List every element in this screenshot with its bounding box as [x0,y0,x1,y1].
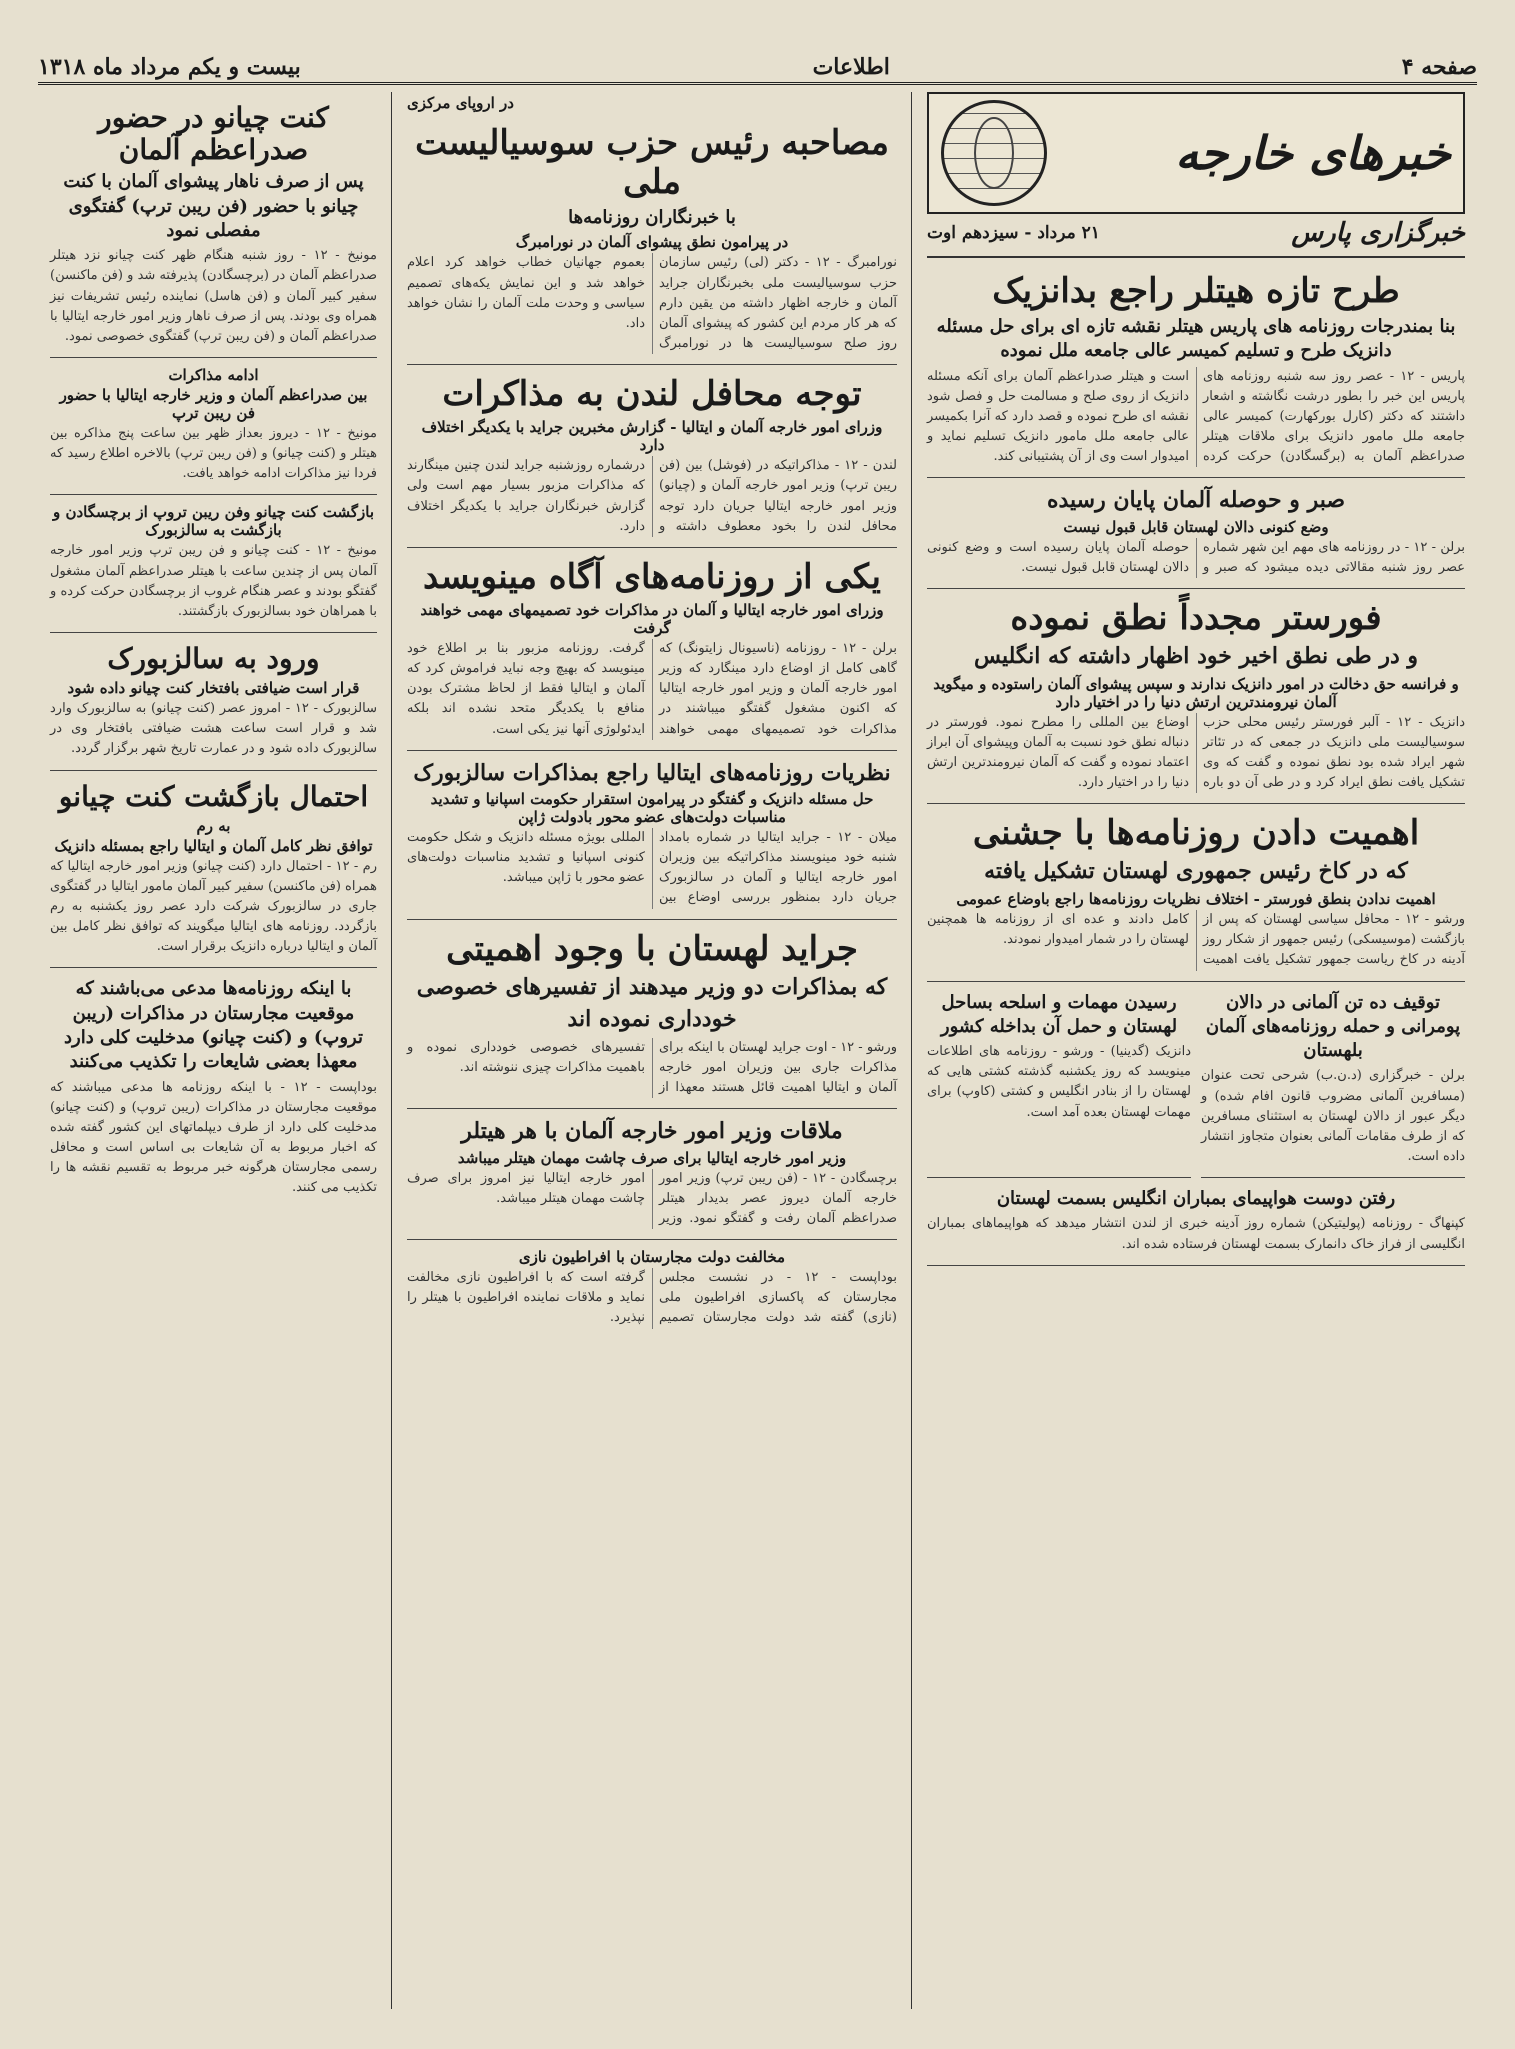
article-body: بوداپست - ۱۲ - در نشست مجلس مجارستان که پاکسازی افراطیون ملی (نازی) گفته شد دولت مجارستان تصمیم گرفته است که با افراطیون نازی مخالفت نماید و ملاقات نماینده افراطیون با هیتلر را نپذیرد. [407,1270,897,1326]
headline: یکی از روزنامه‌های آگاه مینویسد [423,556,881,597]
article [407,1240,897,1338]
issue-date: بیست و یکم مرداد ماه ۱۳۱۸ [38,54,301,80]
article [50,968,377,1208]
article-body: مونیخ - ۱۲ - دیروز بعداز ظهر بین ساعت پنج مذاکره بین هیتلر و (کنت چیانو) و (فن ریبن ترپ) بالاخره اطلاع رسید که فردا نیز مذاکرات ادامه خواهد یافت. [50,425,377,482]
subheadline: و در طی نطق اخیر خود اظهار داشته که انگلیس [973,643,1419,670]
article [50,92,377,358]
headline: توقیف ده تن آلمانی در دالان پومرانی و حمله روزنامه‌های آلمان بلهستان [1205,991,1461,1062]
subheadline: وزرای امور خارجه ایتالیا و آلمان در مذاکرات خود تصمیمهای مهمی خواهند گرفت [420,600,884,637]
article [50,771,377,969]
agency-line [927,214,1465,252]
article [50,633,377,771]
article-body: نورامبرگ - ۱۲ - دکتر (لی) رئیس سازمان حزب سوسیالیست ملی بخبرنگاران جراید آلمان و خارجه اظهار داشته من یقین دارم که هر کار مردم این کشور که پیشوای آلمان روز صلح سوسیالیست ها در نورامبرگ بعموم جهانیان خطاب خواهد کرد اعلام خواهد شد و این نمایش یکه‌های تصمیم سیاسی و وحدت ملت آلمان را نشان خواهد داد. [407,255,897,352]
central-europe-column [397,92,907,2009]
article-body: برلن - خبرگزاری (د.ن.ب) شرحی تحت عنوان (مسافرین آلمانی مضروب قانون افام شده) و دیگر عبور از دالان لهستان به استثنای مسافرین که از طرف مقامات آلمانی بعنوان متجاوز انتشار داده است. [1201,1068,1465,1164]
subheadline: بنا بمندرجات روزنامه های پاریس هیتلر نقشه تازه ای برای حل مسئله دانزیک طرح و تسلیم کمیسر عالی جامعه ملل نموده [936,316,1456,362]
subheadline-detail: توافق نظر کامل آلمان و ایتالیا راجع بمسئله دانزیک [54,836,373,855]
bottom-articles [927,982,1465,1179]
article [407,920,897,1110]
article [407,365,897,548]
subheadline-detail: در پیرامون نطق پیشوای آلمان در نورامبرگ [515,233,789,252]
headline: مخالفت دولت مجارستان با افراطیون نازی [518,1248,786,1267]
article [927,478,1465,589]
article-body: مونیخ - ۱۲ - کنت چیانو و فن ریبن ترپ وزیر امور خارجه آلمان پس از چندین ساعت با هیتلر صدراعظم آلمان مشغول گفتگو بودند و عصر هنگام غروب از برچسگادن حرکت کرده و با همراهان خود بسالزبورک بازگشتند. [50,543,377,619]
article [927,804,1465,981]
article-body: مونیخ - ۱۲ - روز شنبه هنگام ظهر کنت چیانو نزد هیتلر صدراعظم آلمان در (برچسگادن) پذیرفته شد و (فن ماکنسن) سفیر کبیر آلمان و (فن هاسل) نماینده رئیس تشریفات نیز همراه وی بودند. پس از صرف ناهار وزیر امور خارجه ایتالیا با صدراعظم آلمان و (فن ریبن ترپ) گفتگوی خصوصی نمود. [50,248,377,344]
section-kicker: در اروپای مرکزی [407,94,514,112]
foreign-news-banner [927,92,1465,214]
foreign-news-column [917,92,1475,2009]
headline: جراید لهستان با وجود اهمیتی [446,928,858,969]
article-body: کپنهاگ - روزنامه (پولیتیکن) شماره روز آدینه خبری از لندن انتشار میدهد که هواپیماهای بمباران انگلیسی از فراز خاک دانمارک بسمت لهستان فرستاده شده اند. [927,1216,1465,1252]
subheadline: پس از صرف ناهار پیشوای آلمان با کنت چیانو با حضور (فن ریبن ترپ) گفتگوی مفصلی نمود [63,171,364,241]
subheadline: قرار است ضیافتی بافتخار کنت چیانو داده شود [67,679,360,698]
headline: با اینکه روزنامه‌ها مدعی می‌باشند که موقعیت مجارستان در مذاکرات (ریبن تروپ) و (کنت چیانو) مدخلیت کلی دارد معهذا بعضی شایعات را تکذیب می‌کنند [64,978,363,1073]
subheadline: که در کاخ رئیس جمهوری لهستان تشکیل یافته [984,858,1408,885]
column-divider [911,92,912,2009]
headline: اهمیت دادن روزنامه‌ها با جشنی [972,813,1420,854]
article-body: برلن - ۱۲ - روزنامه (ناسیونال زایتونگ) که گاهی کامل از اوضاع دارد مینگارد که وزیر امور خارجه آلمان و وزیر امور خارجه ایتالیا که اکنون مشغول گفتگو میباشند در مذاکرات خود تصمیمهای مهمی خواهند گرفت. روزنامه مزبور بنا بر اطلاع خود مینویسد که بهیچ وجه نباید فراموش کرد که آلمان و ایتالیا فقط از لحاظ مشترک بودن منافع با یکدیگر متحد نشده اند بلکه ایدئولوژی آنها نیز یکی است. [407,640,897,737]
subheadline: وزرای امور خارجه آلمان و ایتالیا - گزارش مخبرین جراید با یکدیگر اختلاف دارد [421,418,883,455]
headline: نظریات روزنامه‌های ایتالیا راجع بمذاکرات سالزبورک [413,759,891,786]
article [407,751,897,920]
article [50,358,377,495]
article [927,982,1191,1179]
subheadline-cont: خودداری نموده اند [567,1006,737,1033]
headline: فورستر مجدداً نطق نموده [1010,597,1382,638]
subheadline: حل مسئله دانزیک و گفتگو در پیرامون استقرار حکومت اسپانیا و تشدید مناسبات دولت‌های عضو محور بادولت ژاپن [430,789,874,826]
subheadline: وضع کنونی دالان لهستان قابل قبول نیست [1063,517,1329,536]
article-body: پاریس - ۱۲ - عصر روز سه شنبه روزنامه های پاریس این خبر را بطور درشت نگاشته و اشعار داشتند که دکتر (کارل بورکهارت) کمیسر عالی جامعه ملل مامور دانزیک برای ملاقات هیتلر صدراعظم آلمان به (برگسگادن) حرکت کرده است و هیتلر صدراعظم آلمان برای آنکه مسئله دانزیک از روی صلح و مسالمت حل و فصل شود نقشه ای طرح نموده و قصد دارد که آنرا بکمیسر عالی جامعه ملل مامور دانزیک تسلیم نماید و امیدوار است وی از آن پشتیبانی کند. [927,368,1465,465]
article [407,548,897,751]
divider [927,256,1465,258]
headline: ورود به سالزبورک [107,641,320,675]
subheadline: وزیر امور خارجه ایتالیا برای صرف چاشت مهمان هیتلر میباشد [457,1148,847,1167]
subheadline-detail: اهمیت ندادن بنطق فورستر - اختلاف نظریات روزنامه‌ها راجع باوضاع عمومی [956,890,1436,909]
headline: ملاقات وزیر امور خارجه آلمان با هر هیتلر [461,1118,843,1145]
article-body: ورشو - ۱۲ - محافل سیاسی لهستان که پس از بازگشت (موسیسکی) رئیس جمهور از شکار روز آدینه در کاخ ریاست جمهور تشکیل یافت اهمیت کامل دادند و عده ای از روزنامه ها همچنین لهستان را در شمار امیدوار نمودند. [927,912,1465,968]
article-body: رم - ۱۲ - احتمال دارد (کنت چیانو) وزیر امور خارجه ایتالیا که همراه (فن ماکنسن) سفیر کبیر آلمان مامور ایتالیا در گفتگوی جاری در سالزبورک شرکت دارد عصر روز یکشنبه به رم بازگردد. روزنامه های ایتالیا میگویند که توافق نظر کامل بین آلمان و ایتالیا درباره دانزیک برقرار است. [50,858,378,955]
article [927,1178,1465,1266]
subheadline: با خبرنگاران روزنامه‌ها [568,207,736,229]
headline: کنت چیانو در حضور صدراعظم آلمان [98,101,329,167]
article-body: لندن - ۱۲ - مذاکراتیکه در (فوشل) بین (فن ریبن ترپ) وزیر امور خارجه آلمان و (چیانو) وزیر امور خارجه ایتالیا جریان دارد توجه محافل لندن را بخود معطوف داشته و درشماره روزشنبه جراید لندن چنین مینگارند که مذاکرات مزبور بسیار مهم است ولی گزارش خبرنگاران جراید با یکدیگر اختلاف دارد. [407,458,898,534]
globe-icon [941,100,1047,206]
headline: توجه محافل لندن به مذاکرات [442,374,862,415]
subheadline: به رم [196,816,231,835]
headline: احتمال بازگشت کنت چیانو [58,779,369,813]
newspaper-name: اطلاعات [812,54,890,80]
article-body: برلن - ۱۲ - در روزنامه های مهم این شهر شماره عصر روز شنبه مقالاتی دیده میشود که صبر و حوصله آلمان پایان رسیده است و وضع کنونی دالان لهستان قابل قبول نیست. [927,539,1466,575]
article [50,495,377,633]
subheadline-detail: و فرانسه حق دخالت در امور دانزیک ندارند و سپس پیشوای آلمان راستوده و میگوید آلمان نیرومندترین ارتش دنیا را در اختیار دارد [933,674,1459,711]
page-number: صفحه ۴ [1401,54,1477,80]
banner-title: خبرهای خارجه [1175,126,1451,180]
article-body: برچسگادن - ۱۲ - (فن ریبن ترپ) وزیر امور خارجه آلمان دیروز عصر بدیدار هیتلر صدراعظم آلمان رفت و گفتگو نمود. وزیر امور خارجه ایتالیا نیز امروز برای صرف چاشت مهمان هیتلر میباشد. [407,1170,897,1226]
subheadline: که بمذاکرات دو وزیر میدهند از تفسیرهای خصوصی [416,973,888,1000]
agency-date: ۲۱ مرداد - سیزدهم اوت [927,223,1100,243]
article-body: دانزیک - ۱۲ - آلبر فورستر رئیس محلی حزب سوسیالیست ملی دانزیک در جمعی که در تئاتر شهر ایراد شده بود نطق نموده و گفت که وی تشکیل یافت نطق ایراد کرد و در طی آن دو باره اوضاع بین المللی را مطرح نمود. فورستر در دنباله نطق خود نسبت به آلمان وپیشوای آن ابراز اعتماد نموده و گفت که آلمان نیرومندترین ارتش دنیا را در اختیار دارد. [927,714,1466,791]
headline: صبر و حوصله آلمان پایان رسیده [1046,487,1346,514]
article [407,114,897,365]
headline: طرح تازه هیتلر راجع بدانزیک [992,271,1400,311]
headline: رفتن دوست هواپیمای بمباران انگلیس بسمت لهستان [996,1188,1396,1210]
subheadline: بین صدراعظم آلمان و وزیر خارجه ایتالیا با حضور فن ریبن ترپ [59,385,368,422]
headline: مصاحبه رئیس حزب سوسیالیست ملی [415,123,889,203]
article-body: سالزبورک - ۱۲ - امروز عصر (کنت چیانو) به سالزبورک وارد شد و قرار است ساعت هشت ضیافتی بافتخار وی در سالزبورک داده شود و در عمارت تاریخ شهر برگزار گردد. [50,701,377,757]
headline: ادامه مذاکرات [168,365,259,384]
article [407,1109,897,1240]
article-body: بوداپست - ۱۲ - با اینکه روزنامه ها مدعی میباشند که موقعیت مجارستان در مذاکرات (ریبن تروپ) و (کنت چیانو) مدخلیت کلی دارد از طرف دیپلماتهای این کشور گفته شده که اخبار مربوط به آن شایعات بی اساس است و محافل رسمی مجارستان هرگونه خبر مربوط به تقسیم نقشه ها را تکذیب می کنند. [50,1079,377,1196]
ciano-column [40,92,387,2009]
article [927,262,1465,478]
article-body: دانزیک (گدینیا) - ورشو - روزنامه های اطلاعات مینویسد که روز یکشنبه گذشته کشتی هایی که لهستان را از بنادر انگلیس و کشتی (کاوپ) برای مهمات لهستان بعده آمد است. [927,1044,1191,1120]
headline: رسیدن مهمات و اسلحه بساحل لهستان و حمل آن بداخله کشور [940,991,1178,1037]
headline: بازگشت کنت چیانو وفن ریبن تروپ از برچسگادن و بازگشت به سالزبورک [52,503,375,540]
article-body: ورشو - ۱۲ - اوت جراید لهستان با اینکه برای مذاکرات جاری بین وزیران امور خارجه آلمان و ایتالیا اهمیت قائل هستند معهذا از تفسیرهای خصوصی خودداری نموده و باهمیت مذاکرات چیزی ننوشته اند. [407,1039,897,1096]
article [927,589,1465,804]
agency-name: خبرگزاری پارس [1291,218,1465,248]
article-body: میلان - ۱۲ - جراید ایتالیا در شماره بامداد شنبه خود مینویسند مذاکراتیکه بین وزیران امور خارجه ایتالیا و آلمان در سالزبورک جریان دارد بمنظور بررسی اوضاع بین المللی بویژه مسئله دانزیک و شکل حکومت کنونی اسپانیا و تشدید مناسبات دولت‌های عضو محور با ژاپن میباشد. [407,829,897,906]
column-divider [391,92,392,2009]
page-header [38,52,1477,85]
article [1201,982,1465,1179]
